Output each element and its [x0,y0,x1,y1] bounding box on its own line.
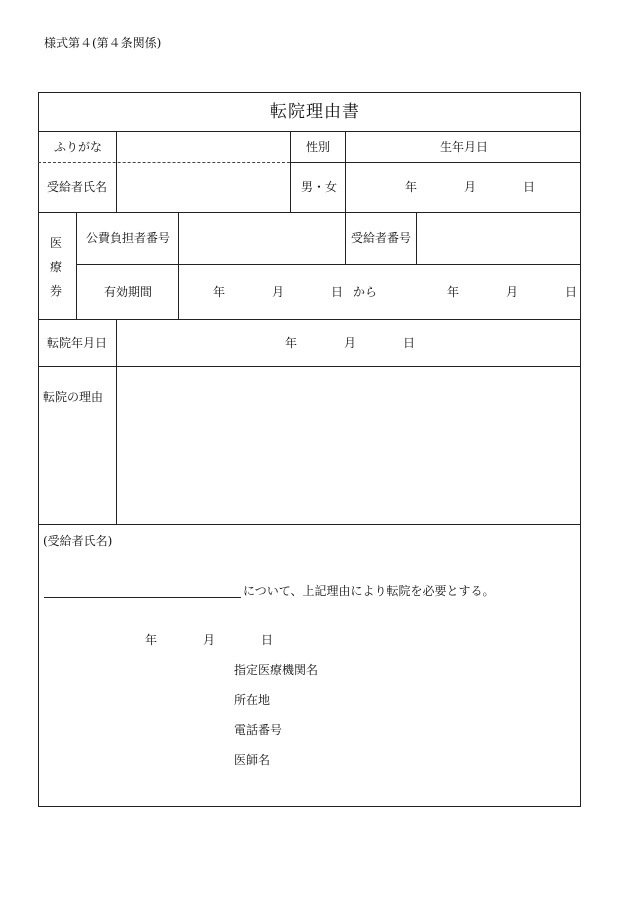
transfer-date-label: 転院年月日 [47,336,108,350]
recipient-name-label: 受給者氏名 [47,180,108,194]
public-payer-number-label: 公費負担者番号 [86,231,171,245]
row-divider [290,162,581,163]
form-title: 転院理由書 [270,102,360,122]
form-frame [38,92,581,807]
row-divider [38,366,581,367]
recipient-number-label: 受給者番号 [351,231,412,245]
transfer-day-unit: 日 [403,336,416,350]
furigana-label: ふりがな [54,140,103,154]
validity-end-year: 年 [447,285,460,299]
medical-ticket-char: 療 [50,260,63,274]
signature-day-unit: 日 [261,633,274,647]
birth-day-unit: 日 [523,180,536,194]
validity-end-month: 月 [506,285,519,299]
name-blank-line [44,597,241,598]
form-number: 様式第４(第４条関係) [44,36,162,50]
signature-year-unit: 年 [145,633,158,647]
col-divider [345,131,346,212]
row-divider [38,131,581,132]
birthdate-label: 生年月日 [440,140,489,154]
medical-ticket-char: 医 [50,236,63,250]
row-divider [38,524,581,525]
row-divider [38,319,581,320]
doctor-name-label: 医師名 [234,753,271,767]
col-divider [290,131,291,212]
validity-start-month: 月 [272,285,285,299]
col-divider [116,131,117,212]
medical-ticket-char: 券 [50,284,63,298]
validity-start-day: 日 [331,285,344,299]
col-divider [345,212,346,264]
transfer-year-unit: 年 [285,336,298,350]
col-divider [116,319,117,524]
signature-month-unit: 月 [203,633,216,647]
validity-period-label: 有効期間 [104,285,153,299]
phone-number-label: 電話番号 [234,723,283,737]
row-divider [76,264,581,265]
validity-end-day: 日 [565,285,578,299]
transfer-reason-label: 転院の理由 [43,390,104,404]
col-divider [76,212,77,319]
gender-label: 性別 [306,140,331,154]
row-divider [38,212,581,213]
statement-name-label: (受給者氏名) [43,534,113,548]
col-divider [178,212,179,319]
validity-start-year: 年 [213,285,226,299]
statement-text: について、上記理由により転院を必要とする。 [243,584,495,598]
birth-month-unit: 月 [464,180,477,194]
birth-year-unit: 年 [405,180,418,194]
col-divider [416,212,417,264]
furigana-dashed-divider [38,162,290,163]
validity-from: から [353,285,378,299]
institution-name-label: 指定医療機関名 [234,663,319,677]
gender-options: 男・女 [301,180,338,194]
address-label: 所在地 [234,693,271,707]
transfer-month-unit: 月 [344,336,357,350]
